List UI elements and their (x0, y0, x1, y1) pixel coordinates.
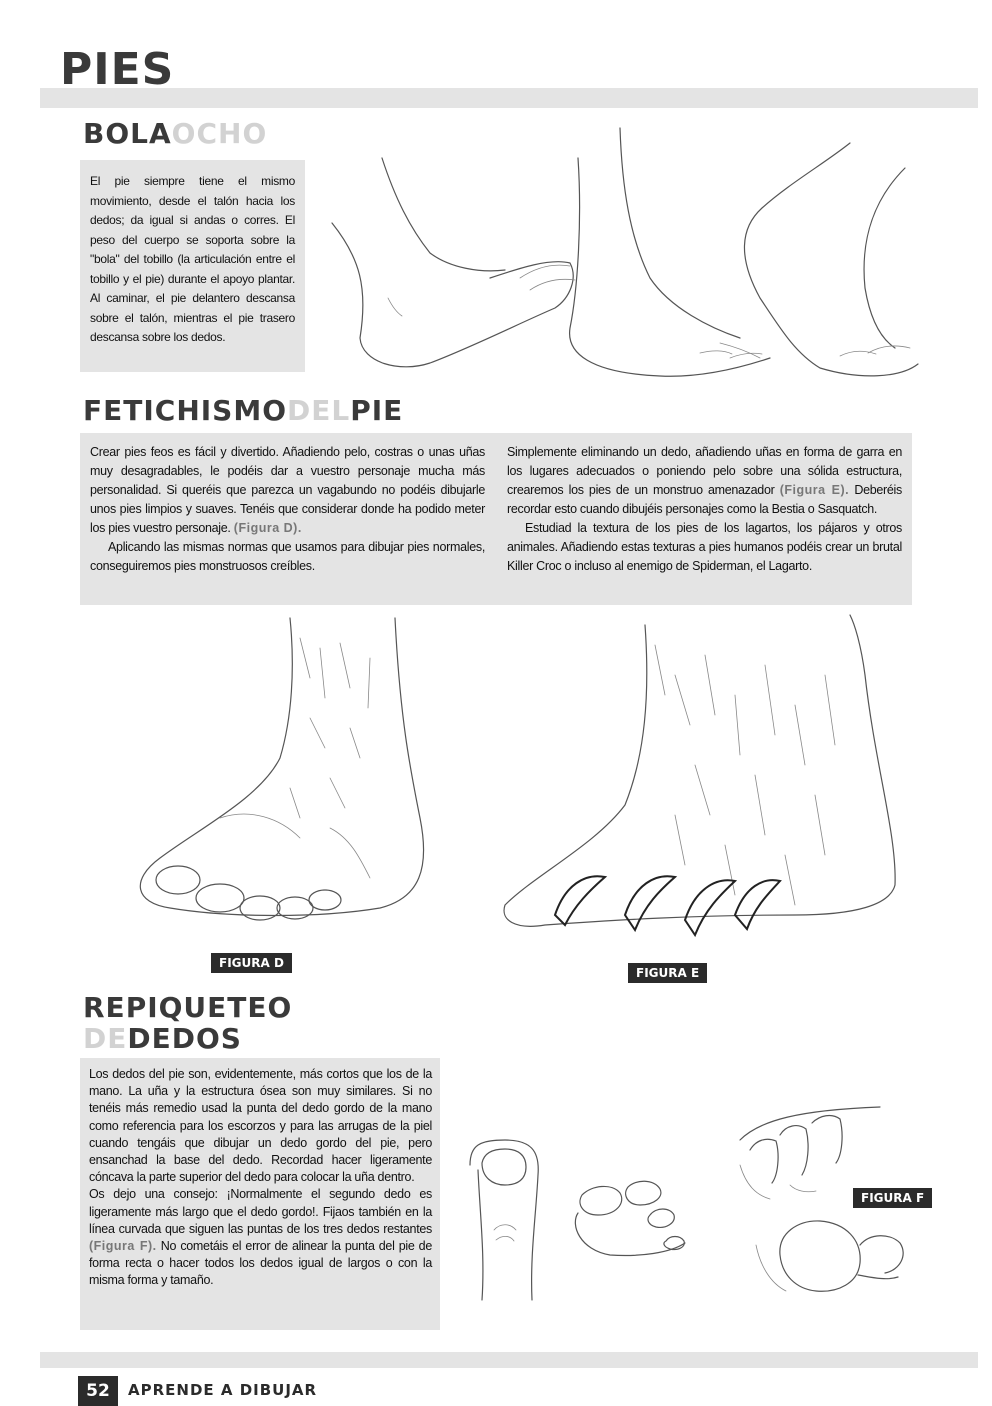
figure-d-label: FIGURA D (211, 953, 292, 973)
col1-p1-text: Crear pies feos es fácil y divertido. Añadiendo pelo, costras o unas uñas muy desagradables, le podéis dar a vuestro personaje mucha más personalidad. Si queréis que parezca un vagabundo no podéis dibujarle unos pies limpios y suaves. Tenéis que considerar donde ha podido meter los pies vuestro personaje. (90, 445, 485, 535)
section-title-faded: OCHO (171, 117, 268, 150)
fetichismo-col2-paragraph-1 (507, 443, 902, 519)
section-title-line-2: DEDOS (127, 1022, 242, 1055)
page-title: PIES (60, 44, 175, 95)
footer-band (40, 1352, 978, 1368)
p2-text-b: No cometáis el error de alinear la punta del pie de forma recta o hacer todos los dedos igual de largos o con la misma forma y tamaño. (89, 1239, 432, 1288)
figure-e-reference: (Figura E). (779, 483, 850, 497)
col2-p1-text-b: Deberéis recordar esto cuando dibujéis personajes como la Bestia o Sasquatch. (507, 483, 902, 516)
p2-text-a: Os dejo una consejo: ¡Normalmente el segundo dedo es ligeramente más largo que el dedo gordo!. Fijaos también en la línea curvada que siguen las puntas de los tres dedos restantes (89, 1187, 432, 1236)
fetichismo-col1-paragraph-2: Aplicando las mismas normas que usamos para dibujar pies normales, conseguiremos pies monstruosos creíbles. (90, 540, 485, 573)
repiqueteo-paragraph-1: Los dedos del pie son, evidentemente, más cortos que los de la mano. La uña y la estructura ósea son muy similares. Si no tenéis más remedio usad la punta del dedo gordo de la mano como referencia para los escorzos y para las arrugas de la piel cuando tengáis que dibujar un dedo gordo del pie, pero ensanchad la base del dedo. Recordad hacer ligeramente cóncava la parte superior del dedo para colocar la uña dentro. (89, 1067, 432, 1185)
figure-d-reference: (Figura D). (233, 521, 302, 535)
section-title-a: FETICHISMO (83, 394, 288, 427)
repiqueteo-text-box (80, 1058, 440, 1330)
fetichismo-text-box (80, 433, 912, 605)
repiqueteo-paragraph-2 (89, 1186, 432, 1289)
fetichismo-column-1 (90, 443, 485, 576)
section-title-fetichismo (83, 394, 404, 427)
figure-f-reference: (Figura F). (89, 1239, 157, 1254)
figure-f-label: FIGURA F (853, 1188, 932, 1208)
section-title-bola-ocho (83, 117, 268, 150)
figure-e-label: FIGURA E (628, 963, 707, 983)
page-number: 52 (78, 1376, 118, 1406)
header-band (40, 88, 978, 108)
bola-ocho-paragraph: El pie siempre tiene el mismo movimiento, desde el talón hacia los dedos; da igual si andas o corres. El peso del cuerpo se soporta sobre la "bola" del tobillo (la articulación entre el tobillo y el pie) durante el apoyo plantar. Al caminar, el pie delantero descansa sobre el talón, mientras el pie trasero descansa sobre los dedos. (90, 174, 295, 344)
fetichismo-column-2 (507, 443, 902, 576)
fetichismo-col1-paragraph-1 (90, 443, 485, 538)
section-title-faded: DEL (287, 394, 351, 427)
section-title-b: PIE (350, 394, 404, 427)
figure-e-monster-foot-illustration (495, 615, 905, 955)
magazine-name: APRENDE A DIBUJAR (128, 1381, 318, 1399)
fetichismo-col2-paragraph-2: Estudiad la textura de los pies de los lagartos, los pájaros y otros animales. Añadiendo estas texturas a pies humanos podéis crear un brutal Killer Croc o incluso al enemigo de Spiderman, el Lagarto. (507, 521, 902, 573)
section-title-line-1: REPIQUETEO (83, 991, 293, 1024)
col2-p1-text-a: Simplemente eliminando un dedo, añadiendo uñas en forma de garra en los lugares adecuados o poniendo pelo sobre una sólida estructura, crearemos los pies de un monstruo amenazador (507, 445, 902, 497)
figure-d-hairy-foot-illustration (120, 618, 440, 938)
section-title-main: BOLA (83, 117, 172, 150)
section-title-faded: DE (83, 1022, 128, 1055)
bola-ocho-text-box (80, 160, 305, 372)
walking-feet-illustration (320, 128, 930, 388)
section-title-repiqueteo (83, 992, 292, 1054)
